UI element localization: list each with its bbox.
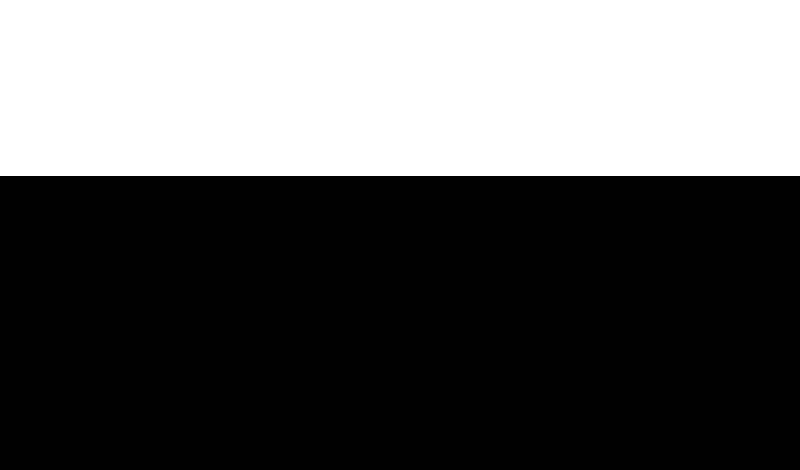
arabic-text-block [0,0,800,176]
french-translation-block [0,176,800,470]
